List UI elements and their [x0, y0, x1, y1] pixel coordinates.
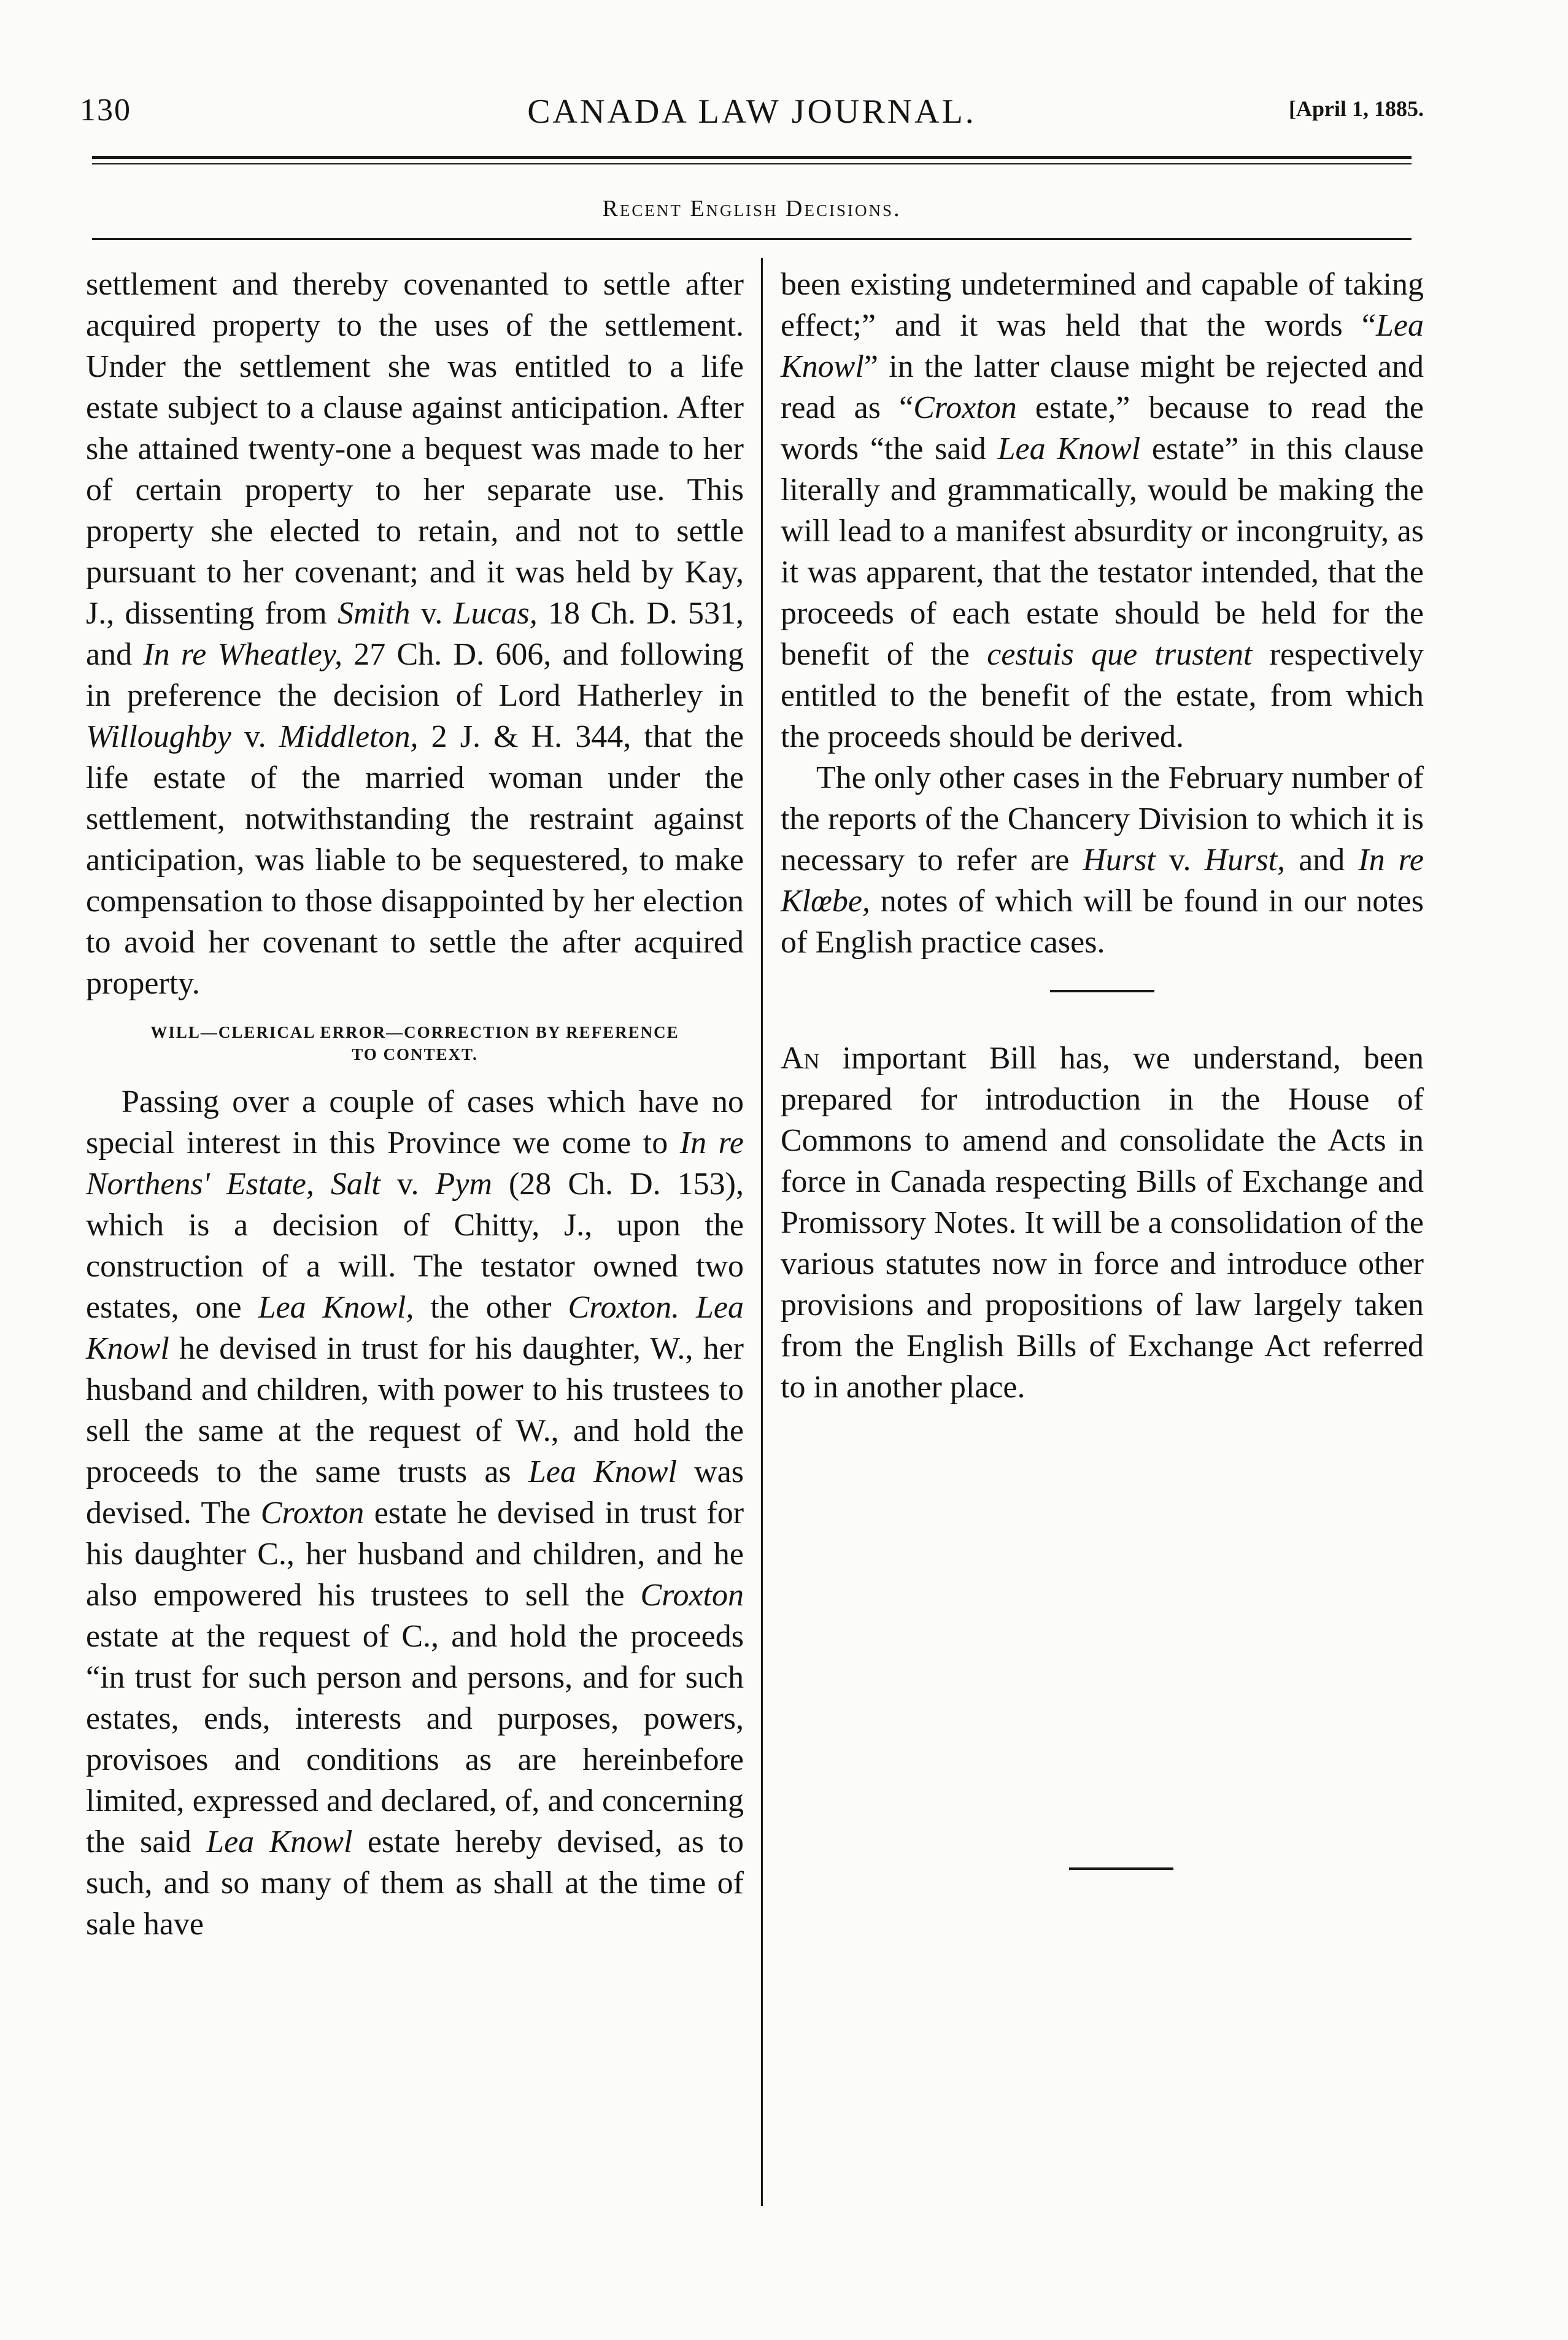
paragraph-other-cases: The only other cases in the February number of the reports of the Chancery Division to which it is necessary to refer are Hurst v. Hurst, and In re Klœbe, notes of which will be found in our notes of English practice cases.	[781, 760, 1424, 960]
issue-date: [April 1, 1885.	[1289, 96, 1424, 121]
case-subheading: WILL—CLERICAL ERROR—CORRECTION BY REFERENCE TO CONTEXT.	[150, 1023, 679, 1064]
case-name: In re Northens' Estate, Salt	[86, 1126, 744, 1202]
paragraph-continuation: been existing undetermined and capable of taking effect;” and it was held that the words “Lea Knowl” in the latter clause might be rejected and read as “Croxton estate,” because to read the words “the said Lea Knowl estate” in this clause literally and grammatically, would be making the will lead to a manifest absurdity or incongruity, as it was apparent, that the testator intended, that the proceeds of each estate should be held for the benefit of the cestuis que trustent respectively entitled to the benefit of the estate, from which the proceeds should be derived.	[781, 267, 1424, 754]
case-name: Smith	[337, 596, 411, 631]
paragraph-bills-of-exchange: An important Bill has, we understand, been prepared for introduction in the House of Commons to amend and consolidate the Acts in force in Canada respecting Bills of Exchange and Promissory Notes. It will be a consolidation of the various statutes now in force and introduce other provisions and propositions of law largely taken from the English Bills of Exchange Act referred to in another place.	[781, 1041, 1424, 1405]
column-divider	[761, 258, 763, 2206]
case-name: Pym	[435, 1167, 492, 1202]
page-number: 130	[80, 93, 131, 128]
header-rule-thin	[92, 163, 1412, 164]
case-name: In re Klœbe,	[781, 843, 1424, 919]
case-name: In re Wheatley,	[143, 637, 343, 672]
section-divider-rule	[1050, 990, 1154, 992]
case-name: Middleton,	[279, 719, 419, 754]
case-name: Hurst,	[1204, 843, 1286, 878]
case-name: Lucas,	[453, 596, 538, 631]
right-column	[781, 264, 1424, 1408]
paragraph-settlement: settlement and thereby covenanted to settle after acquired property to the uses of the settlement. Under the settlement she was entitled to a life estate subject to a clause against anticipation. After she attained twenty-one a bequest was made to her of certain property to her separate use. This property she elected to retain, and not to settle pursuant to her covenant; and it was held by Kay, J., dissenting from Smith v. Lucas, 18 Ch. D. 531, and In re Wheatley, 27 Ch. D. 606, and following in preference the decision of Lord Hatherley in Willoughby v. Middleton, 2 J. & H. 344, that the life estate of the married woman under the settlement, notwithstanding the restraint against anticipation, was liable to be sequestered, to make compensation to those disappointed by her election to avoid her covenant to settle the after acquired property.	[86, 267, 744, 1001]
header-rule-thick	[92, 156, 1412, 159]
page-header	[80, 92, 1424, 147]
section-heading: Recent English Decisions.	[602, 196, 902, 222]
journal-title: CANADA LAW JOURNAL.	[527, 93, 976, 131]
paragraph-northens-estate: Passing over a couple of cases which have no special interest in this Province we come to In re Northens' Estate, Salt v. Pym (28 Ch. D. 153), which is a decision of Chitty, J., upon the construction of a will. The testator owned two estates, one Lea Knowl, the other Croxton. Lea Knowl he devised in trust for his daughter, W., her husband and children, with power to his trustees to sell the same at the request of W., and hold the proceeds to the same trusts as Lea Knowl was devised. The Croxton estate he devised in trust for his daughter C., her husband and children, and he also empowered his trustees to sell the Croxton estate at the request of C., and hold the proceeds “in trust for such person and persons, and for such estates, ends, interests and purposes, powers, provisoes and conditions as are hereinbefore limited, expressed and declared, of, and concerning the said Lea Knowl estate hereby devised, as to such, and so many of them as shall at the time of sale have	[86, 1084, 744, 1942]
case-name: Hurst	[1083, 843, 1156, 878]
left-column	[86, 264, 744, 1945]
section-rule	[92, 238, 1412, 240]
case-name: Willoughby	[86, 719, 231, 754]
end-rule	[1069, 1867, 1173, 1870]
